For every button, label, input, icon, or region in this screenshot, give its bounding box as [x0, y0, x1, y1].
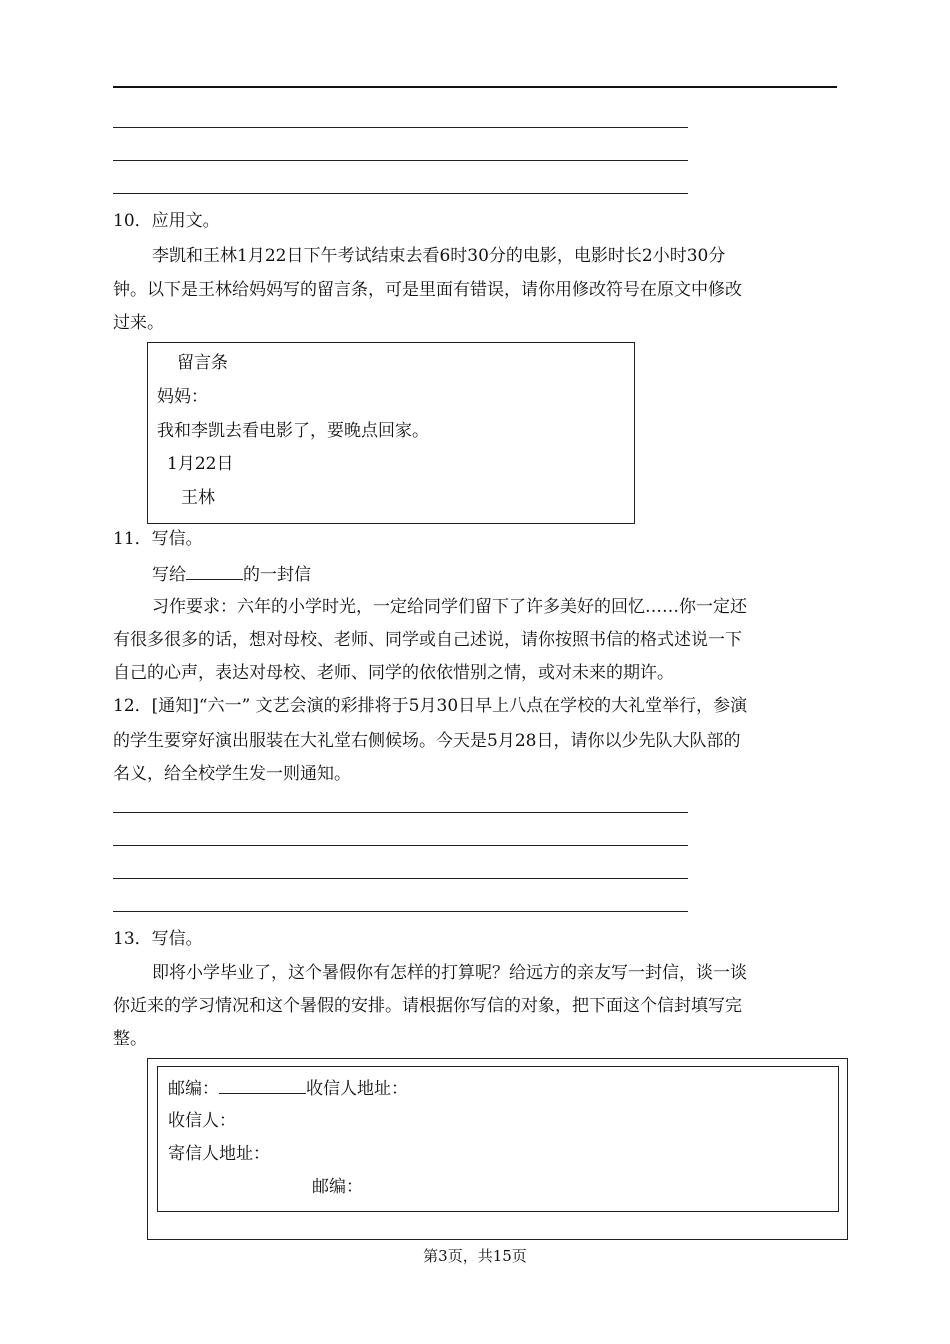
envelope-recipient-address-label: 收信人地址：	[306, 1079, 408, 1099]
answer-line	[113, 127, 688, 128]
q13-paragraph-line3: 整。	[113, 1029, 147, 1049]
q10-paragraph-line1: 李凯和王林1月22日下午考试结束去看6时30分的电影，电影时长2小时30分	[152, 246, 726, 266]
top-rule	[113, 86, 837, 88]
envelope-recipient-label: 收信人：	[168, 1111, 236, 1131]
note-body: 我和李凯去看电影了，要晚点回家。	[157, 421, 429, 441]
q12-line3: 名义，给全校学生发一则通知。	[113, 764, 351, 784]
answer-line	[113, 193, 688, 194]
q13-paragraph-line2: 你近来的学习情况和这个暑假的安排。请根据你写信的对象，把下面这个信封填写完	[113, 996, 742, 1016]
envelope-zip-label: 邮编：	[168, 1079, 219, 1099]
note-date: 1月22日	[167, 454, 234, 474]
q11-requirement-line1: 习作要求：六年的小学时光，一定给同学们留下了许多美好的回忆……你一定还	[152, 597, 747, 617]
answer-line	[113, 160, 688, 161]
answer-line	[113, 878, 688, 879]
answer-line	[113, 845, 688, 846]
q11-requirement-line2: 有很多很多的话，想对母校、老师、同学或自己述说，请你按照书信的格式述说一下	[113, 630, 742, 650]
q12-line2: 的学生要穿好演出服装在大礼堂右侧候场。今天是5月28日，请你以少先队大队部的	[113, 731, 741, 751]
envelope-inner	[157, 1066, 839, 1212]
q11-topic-prefix: 写给	[152, 565, 186, 585]
q11-topic-blank[interactable]	[186, 563, 243, 580]
envelope-zip-blank[interactable]	[219, 1077, 306, 1094]
page-footer: 第3页，共15页	[423, 1247, 527, 1265]
answer-line	[113, 911, 688, 912]
q11-topic-suffix: 的一封信	[243, 565, 311, 585]
q11-requirement-line3: 自己的心声，表达对母校、老师、同学的依依惜别之情，或对未来的期许。	[113, 663, 674, 683]
note-salutation: 妈妈：	[157, 387, 208, 407]
answer-line	[113, 812, 688, 813]
envelope-sender-zip-label: 邮编：	[312, 1177, 363, 1197]
q12-line1: 12．[通知]“六一” 文艺会演的彩排将于5月30日早上八点在学校的大礼堂举行，参演	[113, 696, 748, 716]
note-box	[147, 342, 635, 524]
note-title: 留言条	[177, 353, 228, 373]
q10-paragraph-line2: 钟。以下是王林给妈妈写的留言条，可是里面有错误，请你用修改符号在原文中修改	[113, 280, 742, 300]
envelope-outer	[147, 1058, 848, 1240]
q10-paragraph-line3: 过来。	[113, 313, 164, 333]
q10-heading: 10．应用文。	[113, 211, 220, 231]
envelope-sender-address-label: 寄信人地址：	[168, 1144, 270, 1164]
q11-topic	[152, 563, 311, 585]
note-signature: 王林	[181, 488, 215, 508]
envelope-zip-row	[168, 1077, 408, 1099]
q13-heading: 13．写信。	[113, 929, 203, 949]
q13-paragraph-line1: 即将小学毕业了，这个暑假你有怎样的打算呢？给远方的亲友写一封信，谈一谈	[152, 963, 747, 983]
q11-heading: 11．写信。	[113, 529, 203, 549]
